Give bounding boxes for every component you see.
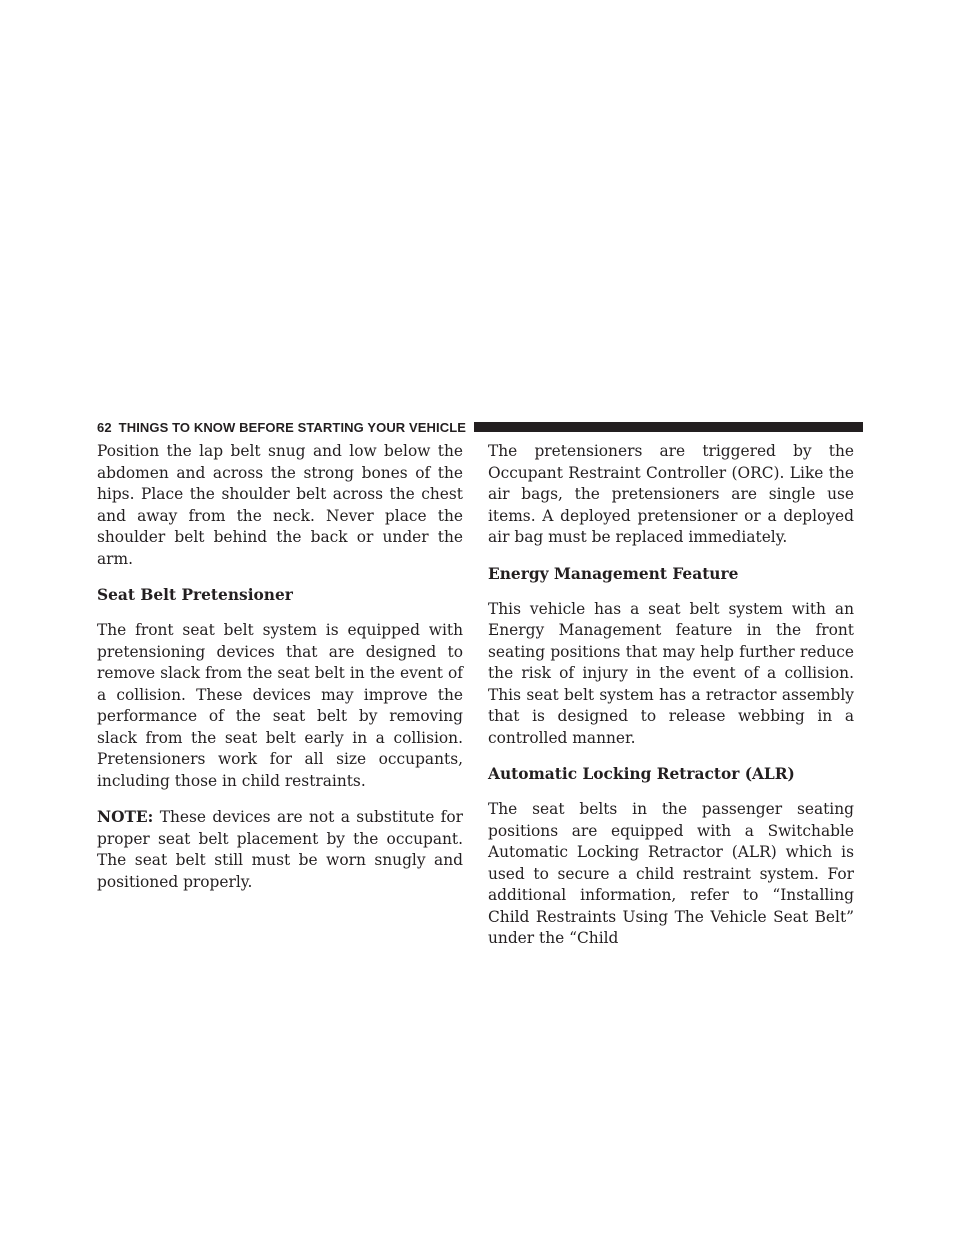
note-paragraph	[97, 807, 463, 893]
paragraph-energy-management: This vehicle has a seat belt system with an Energy Management feature in the front seating positions that may help further reduce the risk of injury in the event of a collision. This seat belt system has a retractor assembly that is designed to release webbing in a controlled manner.	[488, 599, 854, 747]
paragraph-lap-belt: Position the lap belt snug and low below the abdomen and across the strong bones of the hips. Place the shoulder belt across the chest and away from the neck. Never place the shoulder belt behind the back or under the arm.	[97, 442, 463, 568]
heading-energy-management: Energy Management Feature	[488, 564, 739, 583]
note-label: NOTE:	[97, 808, 154, 826]
section-title: THINGS TO KNOW BEFORE STARTING YOUR VEHICLE	[118, 419, 467, 435]
left-column	[97, 441, 463, 908]
right-column	[488, 441, 854, 965]
note-text: These devices are not a substitute for proper seat belt placement by the occupant. The seat belt still must be worn snugly and positioned properly.	[97, 808, 463, 891]
heading-alr: Automatic Locking Retractor (ALR)	[488, 765, 795, 783]
paragraph-pretensioner-trigger: The pretensioners are triggered by the Occupant Restraint Controller (ORC). Like the air bags, the pretensioners are single use items. A deployed pretensioner or a deployed air bag must be replaced immediately.	[488, 442, 854, 546]
header-rule	[474, 422, 863, 432]
paragraph-alr: The seat belts in the passenger seating positions are equipped with a Switchable Automatic Locking Retractor (ALR) which is used to secure a child restraint system. For additional information, refer to “Installing Child Restraints Using The Vehicle Seat Belt” under the “Child	[488, 800, 854, 947]
page-header	[97, 419, 863, 435]
paragraph-pretensioner: The front seat belt system is equipped with pretensioning devices that are designed to remove slack from the seat belt in the event of a collision. These devices may improve the performance of the seat belt by removing slack from the seat belt early in a collision. Pretensioners work for all size occupants, including those in child restraints.	[97, 621, 463, 790]
heading-seat-belt-pretensioner: Seat Belt Pretensioner	[97, 586, 293, 604]
page-number: 62	[97, 419, 112, 435]
